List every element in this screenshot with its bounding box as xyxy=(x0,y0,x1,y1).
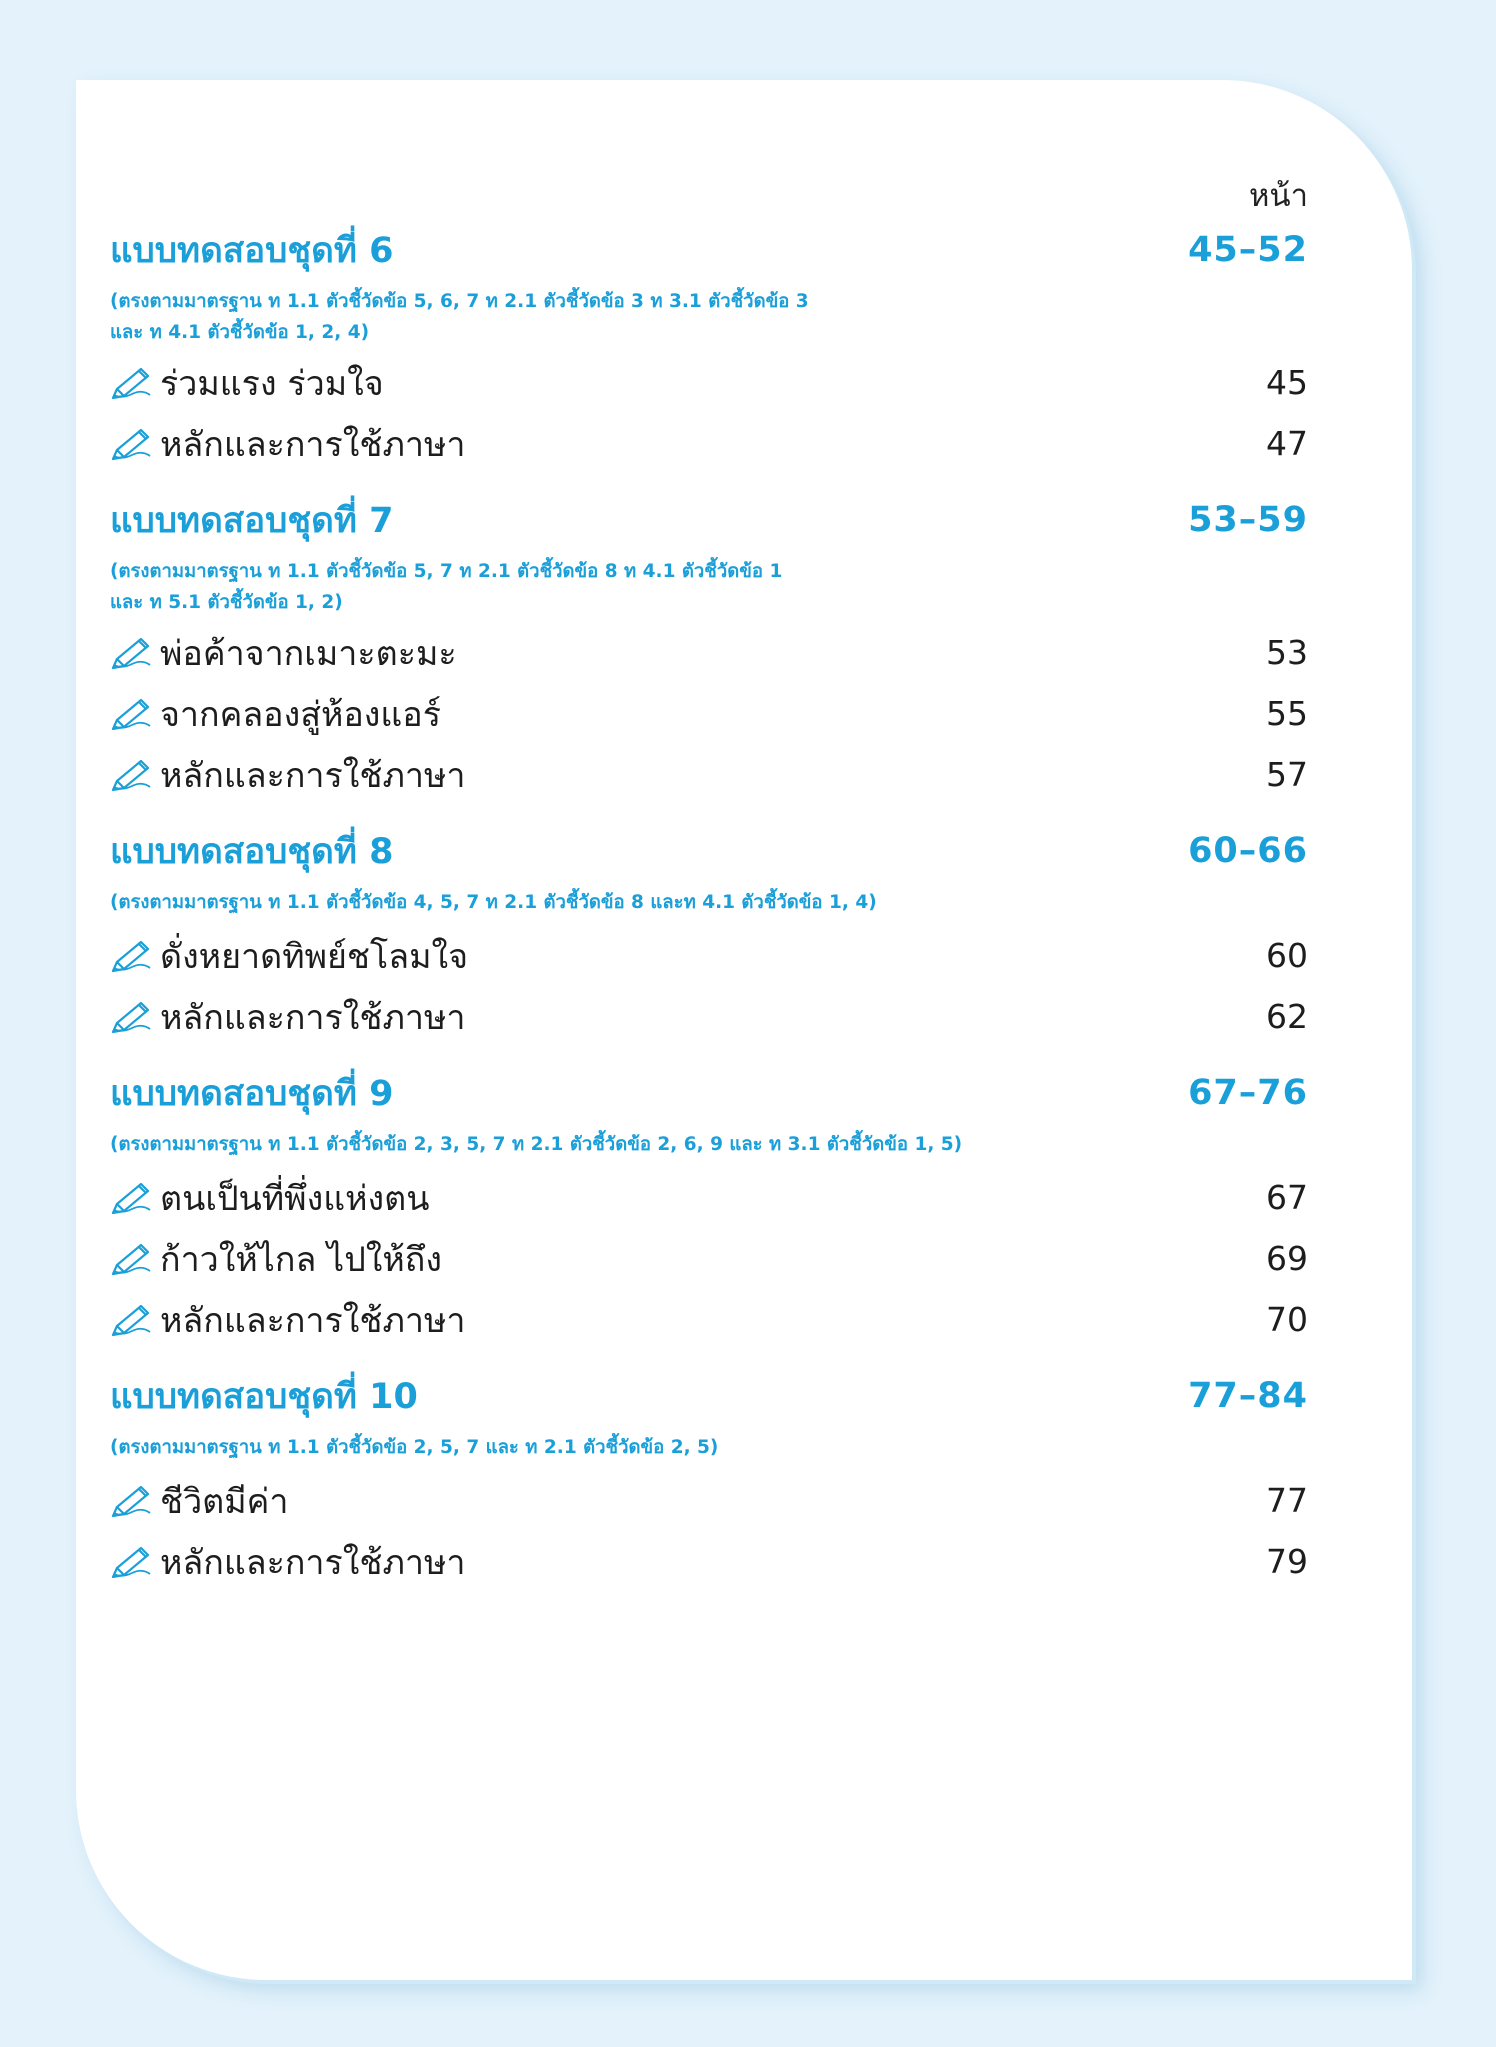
toc-item-label: ชีวิตมีค่า xyxy=(160,1481,289,1522)
pencil-icon xyxy=(110,1546,156,1578)
toc-item-page: 47 xyxy=(1266,424,1308,463)
section-standards-note xyxy=(110,1125,1308,1165)
toc-sections xyxy=(110,222,1308,1592)
section-title: แบบทดสอบชุดที่ 9 xyxy=(110,1073,394,1114)
toc-item-page: 45 xyxy=(1266,363,1308,402)
pencil-icon xyxy=(110,367,156,399)
toc-item[interactable] xyxy=(110,744,1308,805)
toc-item[interactable] xyxy=(110,413,1308,474)
section-items xyxy=(110,352,1308,474)
section-heading[interactable] xyxy=(110,823,1308,879)
section-standards-note xyxy=(110,883,1308,923)
pencil-icon xyxy=(110,759,156,791)
toc-item[interactable] xyxy=(110,352,1308,413)
toc-item-page: 53 xyxy=(1266,633,1308,672)
toc-item-label: ก้าวให้ไกล ไปให้ถึง xyxy=(160,1239,442,1280)
section-items xyxy=(110,1167,1308,1350)
toc-item-page: 62 xyxy=(1266,997,1308,1036)
toc-item-label: ตนเป็นที่พึ่งแห่งตน xyxy=(160,1178,430,1219)
section-title: แบบทดสอบชุดที่ 7 xyxy=(110,500,394,541)
toc-section xyxy=(110,492,1308,805)
toc-item-label: หลักและการใช้ภาษา xyxy=(160,997,466,1038)
section-title: แบบทดสอบชุดที่ 6 xyxy=(110,230,394,271)
toc-item-label: จากคลองสู่ห้องแอร์ xyxy=(160,694,441,735)
toc-item-page: 77 xyxy=(1266,1481,1308,1520)
section-items xyxy=(110,1470,1308,1592)
toc-item-label: หลักและการใช้ภาษา xyxy=(160,1300,466,1341)
section-page-range: 77–84 xyxy=(1188,1376,1308,1416)
page-column-label: หน้า xyxy=(1248,178,1308,214)
section-heading[interactable] xyxy=(110,492,1308,548)
section-standards-note xyxy=(110,552,1308,620)
toc-section xyxy=(110,823,1308,1047)
toc-item-page: 57 xyxy=(1266,755,1308,794)
toc-item[interactable] xyxy=(110,1470,1308,1531)
toc-item[interactable] xyxy=(110,986,1308,1047)
toc-item[interactable] xyxy=(110,683,1308,744)
toc-section xyxy=(110,222,1308,474)
pencil-icon xyxy=(110,428,156,460)
toc-item-label: ดั่งหยาดทิพย์ชโลมใจ xyxy=(160,936,469,977)
toc-item[interactable] xyxy=(110,1228,1308,1289)
section-heading[interactable] xyxy=(110,222,1308,278)
toc-item-page: 60 xyxy=(1266,936,1308,975)
toc-section xyxy=(110,1368,1308,1592)
note-line-1: (ตรงตามมาตรฐาน ท 1.1 ตัวชี้วัดข้อ 5, 6, 7 ท 2.1 ตัวชี้วัดข้อ 3 ท 3.1 ตัวชี้วัดข้อ 3 xyxy=(110,291,809,312)
toc-item-page: 55 xyxy=(1266,694,1308,733)
pencil-icon xyxy=(110,1182,156,1214)
section-page-range: 45–52 xyxy=(1188,230,1308,270)
section-items xyxy=(110,622,1308,805)
toc-item[interactable] xyxy=(110,622,1308,683)
pencil-icon xyxy=(110,1304,156,1336)
note-line-1: (ตรงตามมาตรฐาน ท 1.1 ตัวชี้วัดข้อ 2, 5, 7 และ ท 2.1 ตัวชี้วัดข้อ 2, 5) xyxy=(110,1437,719,1458)
section-heading[interactable] xyxy=(110,1368,1308,1424)
toc-item-label: หลักและการใช้ภาษา xyxy=(160,1542,466,1583)
section-standards-note xyxy=(110,1428,1308,1468)
toc-item[interactable] xyxy=(110,1531,1308,1592)
toc-section xyxy=(110,1065,1308,1350)
pencil-icon xyxy=(110,940,156,972)
section-page-range: 53–59 xyxy=(1188,500,1308,540)
note-line-1: (ตรงตามมาตรฐาน ท 1.1 ตัวชี้วัดข้อ 4, 5, 7 ท 2.1 ตัวชี้วัดข้อ 8 และท 4.1 ตัวชี้วัดข้อ 1, 4) xyxy=(110,892,877,913)
section-title: แบบทดสอบชุดที่ 10 xyxy=(110,1376,418,1417)
note-line-2: และ ท 5.1 ตัวชี้วัดข้อ 1, 2) xyxy=(110,592,343,613)
toc-item-label: ร่วมแรง ร่วมใจ xyxy=(160,363,384,404)
toc-item[interactable] xyxy=(110,925,1308,986)
toc-item[interactable] xyxy=(110,1167,1308,1228)
pencil-icon xyxy=(110,1485,156,1517)
section-page-range: 67–76 xyxy=(1188,1073,1308,1113)
toc-item-page: 70 xyxy=(1266,1300,1308,1339)
note-line-2: และ ท 4.1 ตัวชี้วัดข้อ 1, 2, 4) xyxy=(110,322,370,343)
toc-item-label: หลักและการใช้ภาษา xyxy=(160,755,466,796)
note-line-1: (ตรงตามมาตรฐาน ท 1.1 ตัวชี้วัดข้อ 5, 7 ท 2.1 ตัวชี้วัดข้อ 8 ท 4.1 ตัวชี้วัดข้อ 1 xyxy=(110,561,783,582)
toc-item-label: พ่อค้าจากเมาะตะมะ xyxy=(160,633,457,674)
toc-item-page: 69 xyxy=(1266,1239,1308,1278)
toc-item[interactable] xyxy=(110,1289,1308,1350)
section-items xyxy=(110,925,1308,1047)
pencil-icon xyxy=(110,637,156,669)
pencil-icon xyxy=(110,1243,156,1275)
pencil-icon xyxy=(110,698,156,730)
table-of-contents xyxy=(110,170,1308,1610)
toc-item-label: หลักและการใช้ภาษา xyxy=(160,424,466,465)
toc-item-page: 67 xyxy=(1266,1178,1308,1217)
section-standards-note xyxy=(110,282,1308,350)
note-line-1: (ตรงตามมาตรฐาน ท 1.1 ตัวชี้วัดข้อ 2, 3, 5, 7 ท 2.1 ตัวชี้วัดข้อ 2, 6, 9 และ ท 3.1 ตัวชี้วัดข้อ 1, 5) xyxy=(110,1134,963,1155)
section-heading[interactable] xyxy=(110,1065,1308,1121)
toc-item-page: 79 xyxy=(1266,1542,1308,1581)
section-title: แบบทดสอบชุดที่ 8 xyxy=(110,831,394,872)
pencil-icon xyxy=(110,1001,156,1033)
section-page-range: 60–66 xyxy=(1188,831,1308,871)
